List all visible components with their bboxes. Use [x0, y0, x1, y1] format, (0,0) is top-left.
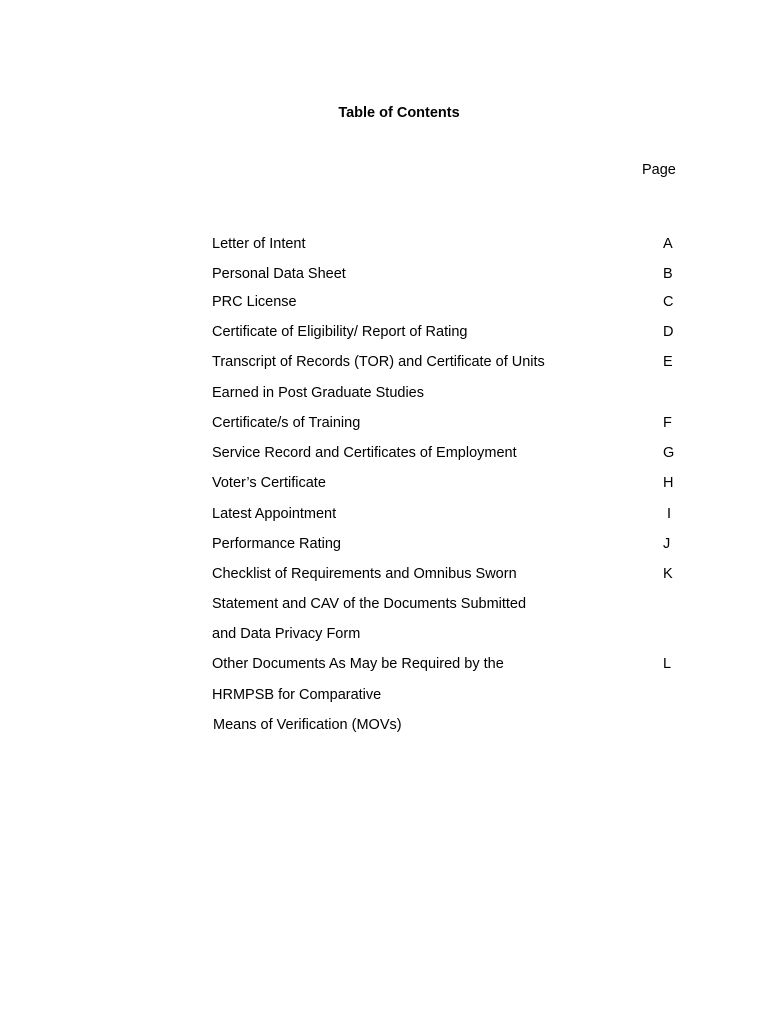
toc-entry-text: Certificate/s of Training — [212, 415, 361, 431]
document-title: Table of Contents — [338, 105, 460, 121]
toc-entry-page: F — [663, 415, 672, 431]
toc-entry-page: J — [663, 536, 671, 552]
toc-entry-text: and Data Privacy Form — [212, 626, 361, 642]
toc-entry-text: HRMPSB for Comparative — [212, 687, 382, 703]
toc-entry-text: Statement and CAV of the Documents Submitted — [212, 596, 527, 612]
toc-entry-text: Checklist of Requirements and Omnibus Sworn — [212, 566, 517, 582]
toc-entry-text: Letter of Intent — [212, 236, 306, 252]
toc-entry-text: Certificate of Eligibility/ Report of Rating — [212, 324, 468, 340]
toc-entry-text: Voter’s Certificate — [212, 475, 326, 491]
toc-entry-text: Earned in Post Graduate Studies — [212, 385, 424, 401]
page-column-header: Page — [642, 162, 676, 178]
toc-entry-text: PRC License — [212, 294, 297, 310]
toc-entry-page: E — [663, 354, 673, 370]
toc-entry-page: G — [663, 445, 675, 461]
toc-entry-text: Other Documents As May be Required by the — [212, 656, 504, 672]
toc-entry-text: Transcript of Records (TOR) and Certificate of Units — [212, 354, 545, 370]
toc-entry-text: Means of Verification (MOVs) — [213, 717, 402, 733]
toc-entry-page: H — [663, 475, 674, 491]
toc-entry-page: C — [663, 294, 674, 310]
toc-entry-page: D — [663, 324, 674, 340]
toc-entry-page: L — [663, 656, 672, 672]
toc-entry-page: I — [667, 506, 672, 522]
toc-entry-text: Performance Rating — [212, 536, 341, 552]
toc-entry-text: Personal Data Sheet — [212, 266, 346, 282]
toc-entry-page: B — [663, 266, 673, 282]
toc-entry-page: A — [663, 236, 673, 252]
toc-entry-text: Latest Appointment — [212, 506, 337, 522]
toc-entry-page: K — [663, 566, 673, 582]
toc-entry-text: Service Record and Certificates of Employment — [212, 445, 517, 461]
